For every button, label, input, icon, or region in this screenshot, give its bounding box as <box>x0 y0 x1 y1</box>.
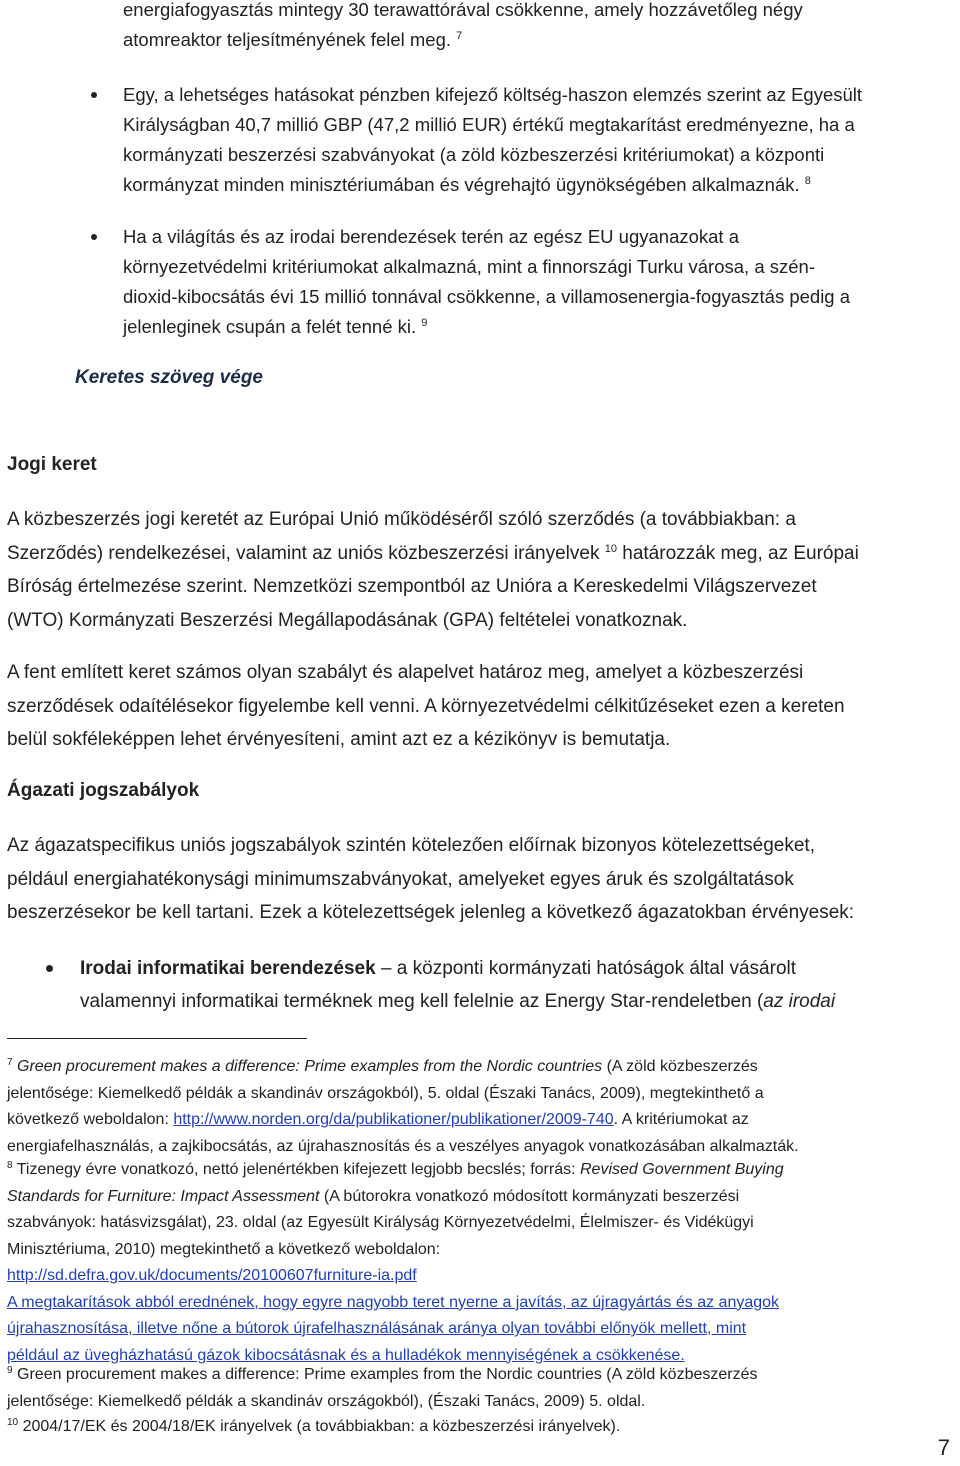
footnote-10: $^{10}$ 2004/17/EK és 2004/18/EK irányelvek (a továbbiakban: a közbeszerzési irányelvek). <box>7 1417 621 1435</box>
bullet-dot <box>46 965 53 972</box>
footnote-link[interactable]: A megtakarítások abból erednének, hogy egyre nagyobb teret nyerne a javítás, az újragyártás és az anyagok <box>7 1293 780 1311</box>
page-number: 7 <box>937 1435 950 1460</box>
bullet-dot <box>91 234 97 240</box>
section-heading-legal: Jogi keret <box>7 454 97 475</box>
footnote-separator <box>7 1038 307 1039</box>
footnote-link[interactable]: http://www.norden.org/da/publikationer/publikationer/2009-740 <box>173 1111 614 1128</box>
document-page: energiafogyasztás mintegy 30 terawattórával csökkenne, amely hozzávetőleg négy atomreaktor teljesítményének felel meg. $^7$ Egy, a lehetséges hatásokat pénzben kifejező költség-haszon elemzés szerint az Egyesült Királyságban 40,7 millió GBP (47,2 millió EUR) értékű megtakarítást eredményezne, ha a kormányzati beszerzési szabványokat (a zöld közbeszerzési kritériumokat) a központi kormányzat minden minisztériumában és végrehajtó ügynökségében alkalmaznák. $^8$ Ha a világítás és az irodai berendezések terén az egész EU ugyanazokat a környezetvédelmi kritériumokat alkalmazná, mint a finnországi Turku városa, a szén- dioxid-kibocsátás évi 15 millió tonnával csökkenne, a villamosenergia-fogyasztás pedig a jelenleginek csupán a felét tenné ki. $^9$ Keretes szöveg vége Jogi keret A közbeszerzés jogi keretét az Európai Unió működéséről szóló szerződés (a továbbiakban: a Szerződés) rendelkezései, valamint az uniós közbeszerzési irányelvek $^{10}$ határozzák meg, az Európai Bíróság értelmezése szerint. Nemzetközi szempontból az Unióra a Kereskedelmi Világszervezet (WTO) Kormányzati Beszerzési Megállapodásának (GPA) feltételei vonatkoznak. A fent említett keret számos olyan szabályt és alapelvet határoz meg, amelyet a közbeszerzési szerződések odaítélésekor figyelembe kell venni. A környezetvédelmi célkitűzéseket ezen a kereten belül sokféleképpen lehet érvényesíteni, amint azt ez a kézikönyv is bemutatja. Ágazati jogszabályok Az ágazatspecifikus uniós jogszabályok szintén kötelezően előírnak bizonyos kötelezettségeket, például energiahatékonysági minimumszabványokat, amelyeket egyes áruk és szolgáltatások beszerzésekor be kell tartani. Ezek a kötelezettségek jelenleg a következő ágazatokban érvényesek: Irodai informatikai berendezések – a központi kormányzati hatóságok által vásárolt valamennyi informatikai terméknek meg kell felelnie az Energy Star-rendeletben (az irodai $^7$ Green procurement makes a difference: Prime examples from the Nordic countries (A zöld közbeszerzés jelentősége: Kiemelkedő példák a skandináv országokból), 5. oldal (Északi Tanács, 2009), megtekinthető a következő weboldalon: http://www.norden.org/da/publikationer/publikationer/2009-740. A kritériumokat az energiafelhasználás, a zajkibocsátás, az újrahasznosítás és a veszélyes anyagok vonatkozásában alkalmazták. $^8$ Tizenegy évre vonatkozó, nettó jelenértékben kifejezett legjobb becslés; forrás: Revised Government Buying Standards for Furniture: Impact Assessment (A bútorokra vonatkozó módosított kormányzati beszerzési szabványok: hatásvizsgálat), 23. oldal (az Egyesült Királyság Környezetvédelmi, Élelmiszer- és Vidékügyi Minisztériuma, 2010) megtekinthető a következő weboldalon: http://sd.defra.gov.uk/documents/20100607furniture-ia.pdf A megtakarítások abból erednének, hogy egyre nagyobb teret nyerne a javítás, az újragyártás és az anyagok újrahasznosítása, illetve nőne a bútorok újrafelhasználásának aránya olyan további előnyök mellett, mint például az üvegházhatású gázok kibocsátásnak és a hulladékok mennyiségének a csökkenése. $^9$ Green procurement makes a difference: Prime examples from the Nordic countries (A zöld közbeszerzés jelentősége: Kiemelkedő példák a skandináv országokból), (Északi Tanács, 2009) 5. oldal. $^{10}$ 2004/17/EK és 2004/18/EK irányelvek (a továbbiakban: a közbeszerzési irányelvek). 7 <box>7 0 950 1460</box>
section-heading-sector: Ágazati jogszabályok <box>7 780 200 801</box>
footnote-7: $^7$ Green procurement makes a difference: Prime examples from the Nordic countries (A zöld közbeszerzés jelentősége: Kiemelkedő példák a skandináv országokból), 5. oldal (Északi Tanács, 2009), megtekinthető a következő weboldalon: http://www.norden.org/da/publikationer/publikationer/2009-740. A kritériumokat az energiafelhasználás, a zajkibocsátás, az újrahasznosítás és a veszélyes anyagok vonatkozásában alkalmazták. <box>7 1057 799 1155</box>
box-end-label: Keretes szöveg vége <box>75 367 263 388</box>
footnote-ref[interactable]: 9 <box>421 317 428 329</box>
footnote-9: $^9$ Green procurement makes a difference: Prime examples from the Nordic countries (A zöld közbeszerzés jelentősége: Kiemelkedő példák a skandináv országokból), (Északi Tanács, 2009) 5. oldal. <box>7 1365 758 1410</box>
footnote-link[interactable]: http://sd.defra.gov.uk/documents/20100607furniture-ia.pdf <box>7 1267 417 1284</box>
legal-paragraph-2: A fent említett keret számos olyan szabályt és alapelvet határoz meg, amelyet a közbeszerzési szerződések odaítélésekor figyelembe kell venni. A környezetvédelmi célkitűzéseket ezen a kereten belül sokféleképpen lehet érvényesíteni, amint azt ez a kézikönyv is bemutatja. <box>7 662 845 750</box>
footnote-link[interactable]: például az üvegházhatású gázok kibocsátásnak és a hulladékok mennyiségének a csökkenése. <box>7 1346 685 1364</box>
legal-paragraph-1: A közbeszerzés jogi keretét az Európai Unió működéséről szóló szerződés (a továbbiakban: a Szerződés) rendelkezései, valamint az uniós közbeszerzési irányelvek $^{10}$ határozzák meg, az Európai Bíróság értelmezése szerint. Nemzetközi szempontból az Unióra a Kereskedelmi Világszervezet (WTO) Kormányzati Beszerzési Megállapodásának (GPA) feltételei vonatkoznak. <box>7 509 859 631</box>
footnote-8: $^8$ Tizenegy évre vonatkozó, nettó jelenértékben kifejezett legjobb becslés; forrás: Revised Government Buying Standards for Furniture: Impact Assessment (A bútorokra vonatkozó módosított kormányzati beszerzési szabványok: hatásvizsgálat), 23. oldal (az Egyesült Királyság Környezetvédelmi, Élelmiszer- és Vidékügyi Minisztériuma, 2010) megtekinthető a következő weboldalon: http://sd.defra.gov.uk/documents/20100607furniture-ia.pdf A megtakarítások abból erednének, hogy egyre nagyobb teret nyerne a javítás, az újragyártás és az anyagok újrahasznosítása, illetve nőne a bútorok újrafelhasználásának aránya olyan további előnyök mellett, mint például az üvegházhatású gázok kibocsátásnak és a hulladékok mennyiségének a csökkenése. <box>7 1157 952 1369</box>
sector-paragraph: Az ágazatspecifikus uniós jogszabályok szintén kötelezően előírnak bizonyos kötelezettségeket, például energiahatékonysági minimumszabványokat, amelyeket egyes áruk és szolgáltatások beszerzésekor be kell tartani. Ezek a kötelezettségek jelenleg a következő ágazatokban érvényesek: <box>7 835 855 923</box>
footnote-link[interactable]: újrahasznosítása, illetve nőne a bútorok újrafelhasználásának aránya olyan további előnyök mellett, mint <box>7 1320 747 1337</box>
footnote-ref[interactable]: 8 <box>804 175 811 187</box>
footnote-ref[interactable]: 7 <box>456 30 463 42</box>
bullet-dot <box>91 92 97 98</box>
footnote-ref[interactable]: 10 <box>604 542 617 555</box>
